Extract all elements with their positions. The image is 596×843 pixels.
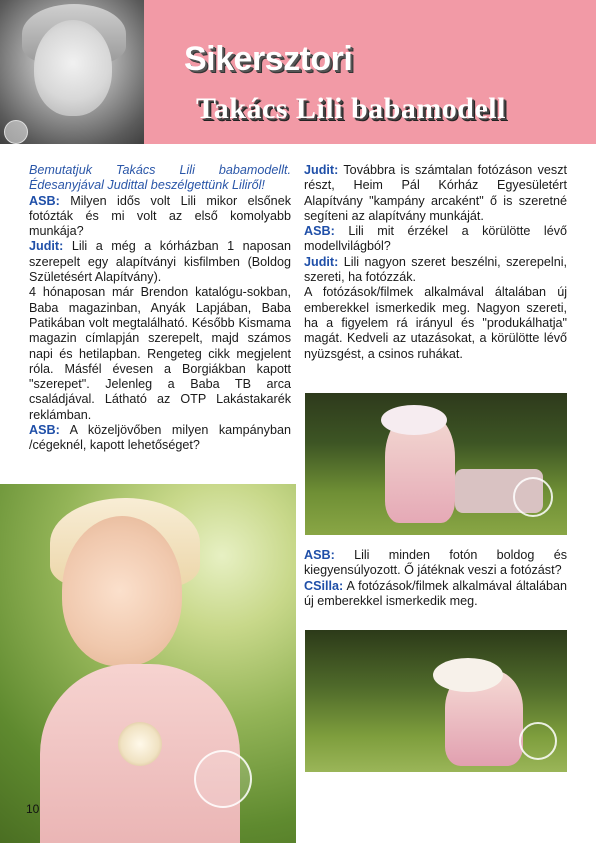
speaker-label: ASB: [29, 423, 60, 438]
watermark-logo-icon [194, 750, 252, 808]
speaker-label: CSilla: [304, 578, 344, 593]
paragraph-text: A fotózások/filmek alkalmával általában új emberekkel ismerkedik meg. Nagyon szereti, ha a figyelem rá irányul és "produkálhatja" magát. Kedveli az utazásokat, a körülötte lévő nyüzsgést, a csinos ruhákat. [304, 285, 567, 361]
watermark-logo-icon [4, 120, 28, 144]
paragraph-text: A közeljövőben milyen kampányban /cégeknél, kapott lehetőséget? [29, 423, 291, 453]
portrait-face [34, 20, 112, 116]
page-number: 10 [26, 802, 40, 816]
paragraph-text: Lili nagyon szeret beszélni, szerepelni, szereti, ha fotózzák. [304, 254, 567, 285]
paragraph-text: Milyen idős volt Lili mikor elsőnek fotózták és mi volt az első komolyabb munkája? [29, 193, 291, 239]
speaker-label: ASB: [304, 224, 335, 239]
page-subtitle: Takács Lili babamodell [196, 92, 506, 125]
right-text-column [304, 163, 567, 362]
speaker-label: ASB: [304, 548, 335, 562]
qa-paragraph [304, 548, 567, 579]
photo-girl-with-flower [0, 484, 296, 843]
qa-paragraph [304, 255, 567, 286]
photo-girl-with-hat [305, 630, 567, 772]
qa-paragraph [29, 285, 291, 423]
photo-face [62, 516, 182, 666]
paragraph-text: Lili minden fotón boldog és kiegyensúlyozott. Ő játéknak veszi a fotózást? [304, 548, 568, 578]
paragraph-text: A fotózások/filmek alkalmával általában új emberekkel ismerkedik meg. [304, 578, 567, 608]
qa-paragraph [304, 163, 567, 224]
photo-flower [118, 722, 162, 766]
qa-paragraph [29, 194, 291, 240]
photo-hat [433, 658, 503, 692]
left-text-column [29, 163, 291, 454]
photo-girl-with-sunglasses [305, 393, 567, 535]
header-banner [0, 0, 596, 144]
qa-paragraph [304, 579, 567, 610]
intro-text: Bemutatjuk Takács Lili babamodellt. Édesanyjával Judittal beszélgettünk Liliről! [29, 163, 291, 193]
photo-hat [381, 405, 447, 435]
speaker-label: Judit: [304, 163, 339, 177]
speaker-label: ASB: [29, 193, 60, 208]
qa-paragraph [29, 423, 291, 454]
header-portrait-image [0, 0, 144, 144]
paragraph-text: Lili mit érzékel a körülötte lévő modellvilágból? [304, 224, 568, 254]
qa-paragraph [304, 285, 567, 361]
watermark-logo-icon [513, 477, 553, 517]
qa-paragraph [29, 239, 291, 285]
paragraph-text: 4 hónaposan már Brendon katalógu-sokban, Baba magazinban, Anyák Lapjában, Baba Patikában volt megtalálható. Később Kismama magazin címlapján szerepelt, majd számos napi és hetilapban. Rengeteg cikk megjelent róla. Másfél évesen a Borgiákban kapott "szerepet". Jelenleg a Baba TB arca családjával. Látható az OTP Lakástakarék reklámban. [29, 285, 291, 422]
page-title: Sikersztori [184, 40, 353, 78]
speaker-label: Judit: [304, 254, 339, 269]
watermark-logo-icon [519, 722, 557, 760]
speaker-label: Judit: [29, 239, 64, 254]
qa-paragraph [304, 224, 567, 255]
paragraph-text: Továbbra is számtalan fotózáson veszt részt, Heim Pál Kórház Egyesületért Alapítvány "kampány arcaként" ő is szeretné segíteni az alapítvány munkáját. [304, 163, 567, 223]
right-text-column-lower [304, 548, 567, 609]
paragraph-text: Lili a még a kórházban 1 naposan szerepelt egy alapítványi kisfilmben (Boldog Születésért Alapítvány). [29, 239, 291, 285]
